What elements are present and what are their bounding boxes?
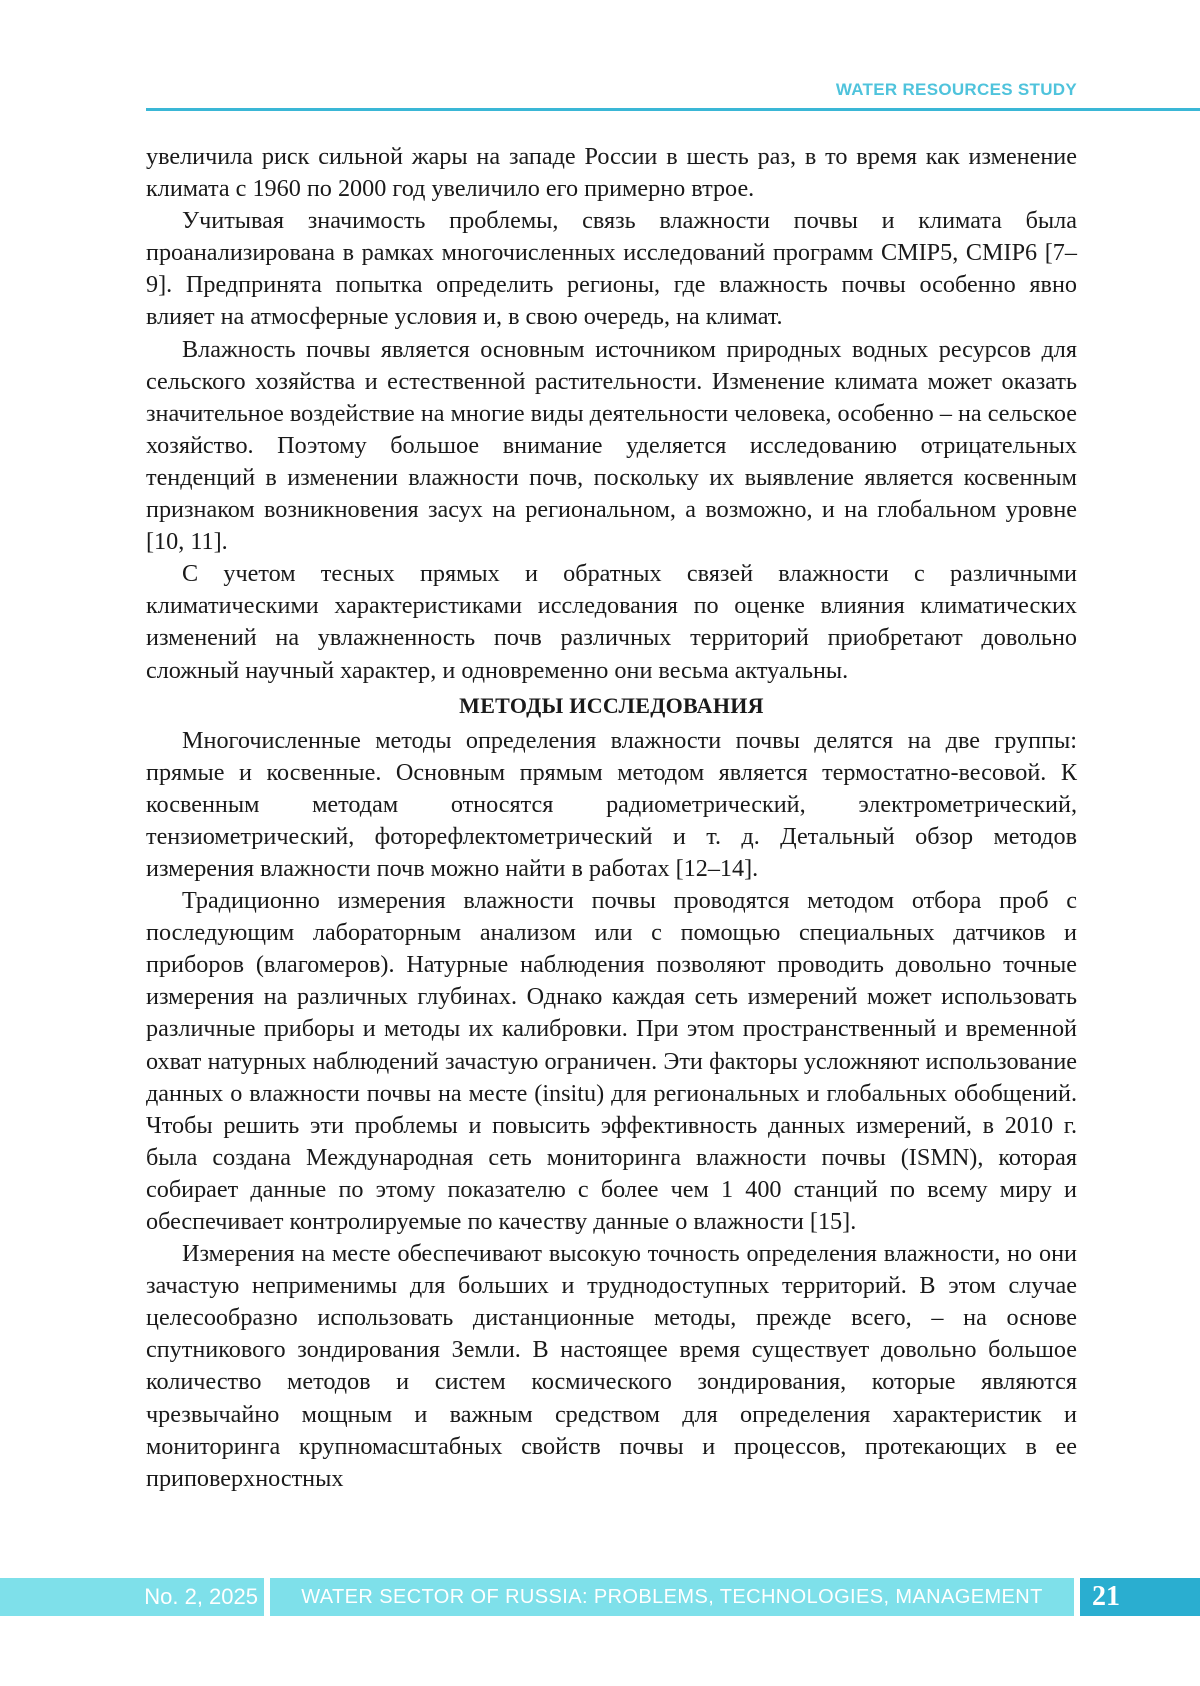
paragraph: Измерения на месте обеспечивают высокую точность определения влажности, но они зачастую неприменимы для больших и труднодоступных территорий. В этом случае целесообразно использовать дистанционные методы, прежде всего, – на основе спутникового зондирования Земли. В настоящее время существует довольно большое количество методов и систем космического зондирования, которые являются чрезвычайно мощным и важным средством для определения характеристик и мониторинга крупномасштабных свойств почвы и процессов, протекающих в ее приповерхностных: [146, 1240, 1077, 1492]
running-footer: [0, 1578, 1200, 1616]
footer-issue: No. 2, 2025: [0, 1578, 264, 1616]
paragraph: Многочисленные методы определения влажности почвы делятся на две группы: прямые и косвенные. Основным прямым методом является термостатно-весовой. К косвенным методам относятся радиометрический, электрометрический, тензиометрический, фоторефлектометрический и т. д. Детальный обзор методов измерения влажности почв можно найти в работах [12–14].: [146, 726, 1077, 882]
header-rule: [146, 108, 1200, 111]
paragraph-continued: увеличила риск сильной жары на западе России в шесть раз, в то время как изменение климата с 1960 по 2000 год увеличило его примерно втрое.: [146, 143, 1077, 203]
section-heading: МЕТОДЫ ИССЛЕДОВАНИЯ: [459, 692, 764, 718]
paragraph: Традиционно измерения влажности почвы проводятся методом отбора проб с последующим лабораторным анализом или с помощью специальных датчиков и приборов (влагомеров). Натурные наблюдения позволяют проводить довольно точные измерения на различных глубинах. Однако каждая сеть измерений может использовать различные приборы и методы их калибровки. При этом пространственный и временной охват натурных наблюдений зачастую ограничен. Эти факторы усложняют использование данных о влажности почвы на месте (insitu) для региональных и глобальных обобщений. Чтобы решить эти проблемы и повысить эффективность данных измерений, в 2010 г. была создана Международная сеть мониторинга влажности почвы (ISMN), которая собирает данные по этому показателю с более чем 1 400 станций по всему миру и обеспечивает контролируемые по качеству данные о влажности [15].: [146, 887, 1077, 1235]
article-body: [146, 141, 1077, 1495]
paragraph: Учитывая значимость проблемы, связь влажности почвы и климата была проанализирована в рамках многочисленных исследований программ CMIP5, CMIP6 [7–9]. Предпринята попытка определить регионы, где влажность почвы особенно явно влияет на атмосферные условия и, в свою очередь, на климат.: [146, 207, 1077, 331]
paragraph: Влажность почвы является основным источником природных водных ресурсов для сельского хозяйства и естественной растительности. Изменение климата может оказать значительное воздействие на многие виды деятельности человека, особенно – на сельское хозяйство. Поэтому большое внимание уделяется исследованию отрицательных тенденций в изменении влажности почв, поскольку их выявление является косвенным признаком возникновения засух на региональном, а возможно, и на глобальном уровне [10, 11].: [146, 335, 1077, 556]
paragraph: С учетом тесных прямых и обратных связей влажности с различными климатическими характеристиками исследования по оценке влияния климатических изменений на увлажненность почв различных территорий приобретают довольно сложный научный характер, и одновременно они весьма актуальны.: [146, 560, 1077, 684]
header-journal-label: WATER RESOURCES STUDY: [835, 80, 1077, 99]
page-number: 21: [1080, 1578, 1200, 1616]
footer-journal-title: WATER SECTOR OF RUSSIA: PROBLEMS, TECHNOLOGIES, MANAGEMENT: [270, 1578, 1074, 1616]
